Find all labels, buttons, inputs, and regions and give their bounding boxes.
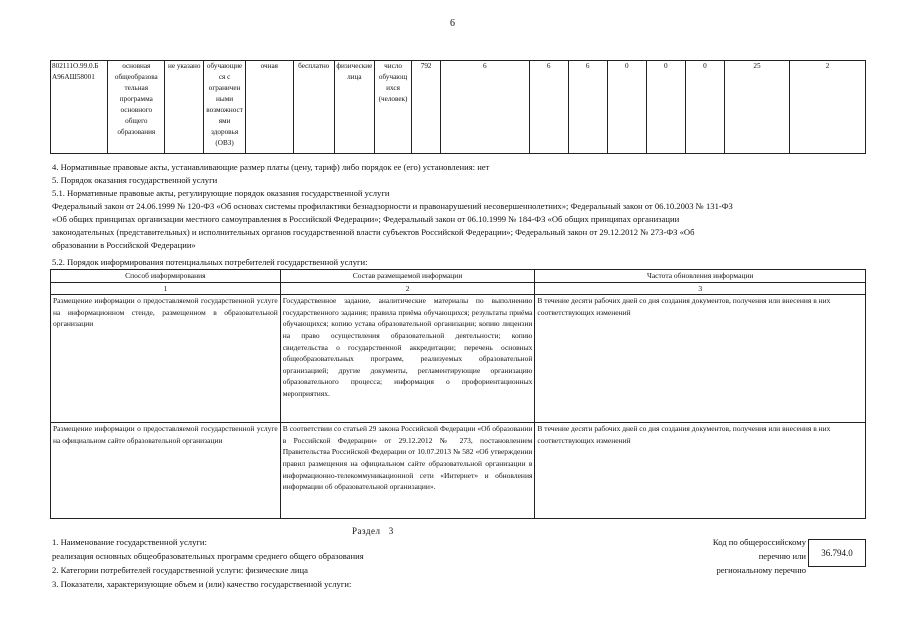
code-label-line: Код по общероссийскому [712,537,806,547]
cell-c9: 792 [412,61,441,154]
method-cell: Размещение информации о предоставляемой государственной услуге на информационном стенде, размещенном в образовательной организации [51,295,281,423]
column-header: Частота обновления информации [535,270,866,283]
column-index: 1 [51,282,281,295]
cell-c6: бесплатно [293,61,334,154]
page-number: 6 [450,18,455,29]
code-label-line: перечню или [758,551,806,561]
text-line: реализация основных общеобразовательных программ среднего общего образования [52,551,364,561]
service-code-box: 36.794.0 [808,539,866,567]
content-cell: Государственное задание, аналитические материалы по выполнению государственного задания; правила приёма обучающихся; результаты приёма обучающихся; копию устава образовательной организации; копию лицензии на право осуществления образовательной деятельности; копию свидетельства о государственной аккредитации; перечень основных общеобразовательных программ, реализуемых образовательной организацией; другие документы, регламентирующие организацию образовательного процесса; информация о профориентационных мероприятиях. [280,295,535,423]
text-line: 2. Категории потребителей государственной услуги: физические лица [52,565,308,575]
text-line: законодательных (представительных) и исполнительных органов государственной власти субъектов Российской Федерации»; Федеральный закон от 29.12.2012 № 273-ФЗ «Об [52,227,695,237]
information-table [50,269,866,519]
method-cell: Размещение информации о предоставляемой государственной услуге на официальном сайте образовательной организации [51,423,281,519]
table-row [51,423,866,519]
cell-c8: число обучающ ихся (человек) [374,61,411,154]
value-cell: 6 [529,61,568,154]
program-cell: основная общеобразова тельная программа основного общего образования [108,61,165,154]
frequency-cell: В течение десяти рабочих дней со дня создания документов, получения или внесения в них соответствующих изменений [535,295,866,423]
text-line: 5. Порядок оказания государственной услуги [52,175,218,185]
value-cell: 0 [685,61,724,154]
frequency-cell: В течение десяти рабочих дней со дня создания документов, получения или внесения в них соответствующих изменений [535,423,866,519]
table-header-row [51,270,866,283]
text-line: 3. Показатели, характеризующие объем и (или) качество государственной услуги: [52,579,352,589]
text-line: Федеральный закон от 24.06.1999 № 120-ФЗ «Об основах системы профилактики безнадзорности и правонарушений несовершеннолетних»; Федеральный закон от 06.10.2003 № 131-ФЗ [52,201,733,211]
column-index: 3 [535,282,866,295]
text-line: образовании в Российской Федерации» [52,240,196,250]
service-code: 802111О.99.0.Б А96АШ58001 [51,61,108,154]
section-title: Раздел 3 [352,526,394,536]
column-header: Способ информирования [51,270,281,283]
text-line: «Об общих принципах организации местного самоуправления в Российской Федерации»; Федеральный закон от 06.10.1999 № 184-ФЗ «Об общих принципах организации [52,214,680,224]
cell-c4: обучающие ся с ограничен ными возможност ями здоровья (ОВЗ) [204,61,246,154]
table-row [51,295,866,423]
cell-c7: физические лица [334,61,374,154]
value-cell: 6 [440,61,529,154]
table-index-row [51,282,866,295]
cell-c3: не указано [165,61,204,154]
text-line: 4. Нормативные правовые акты, устанавливающие размер платы (цену, тариф) либо порядок ее (его) установления: нет [52,162,490,172]
regulations-block [52,161,862,252]
value-cell: 0 [607,61,646,154]
code-label [640,535,806,577]
value-cell: 0 [646,61,685,154]
cell-c5: очная [245,61,293,154]
code-label-line: региональному перечню [716,565,806,575]
service-description [52,535,364,591]
content-cell: В соответствии со статьей 29 закона Российской Федерации «Об образовании в Российской Федерации» от 29.12.2012 № 273, постановлением Правительства Российской Федерации от 10.07.2013 № 582 «Об утверждении правил размещения на официальном сайте образовательной организации в информационно-телекоммуникационной сети «Интернет» и обновления информации об образовательной организации». [280,423,535,519]
text-line: 1. Наименование государственной услуги: [52,537,207,547]
table-row [51,61,866,154]
value-cell: 25 [724,61,789,154]
volume-indicators-table [50,60,866,154]
value-cell: 6 [568,61,607,154]
info-title: 5.2. Порядок информирования потенциальных потребителей государственной услуги: [52,257,368,267]
column-header: Состав размещаемой информации [280,270,535,283]
text-line: 5.1. Нормативные правовые акты, регулирующие порядок оказания государственной услуги [52,188,390,198]
column-index: 2 [280,282,535,295]
value-cell: 2 [790,61,866,154]
